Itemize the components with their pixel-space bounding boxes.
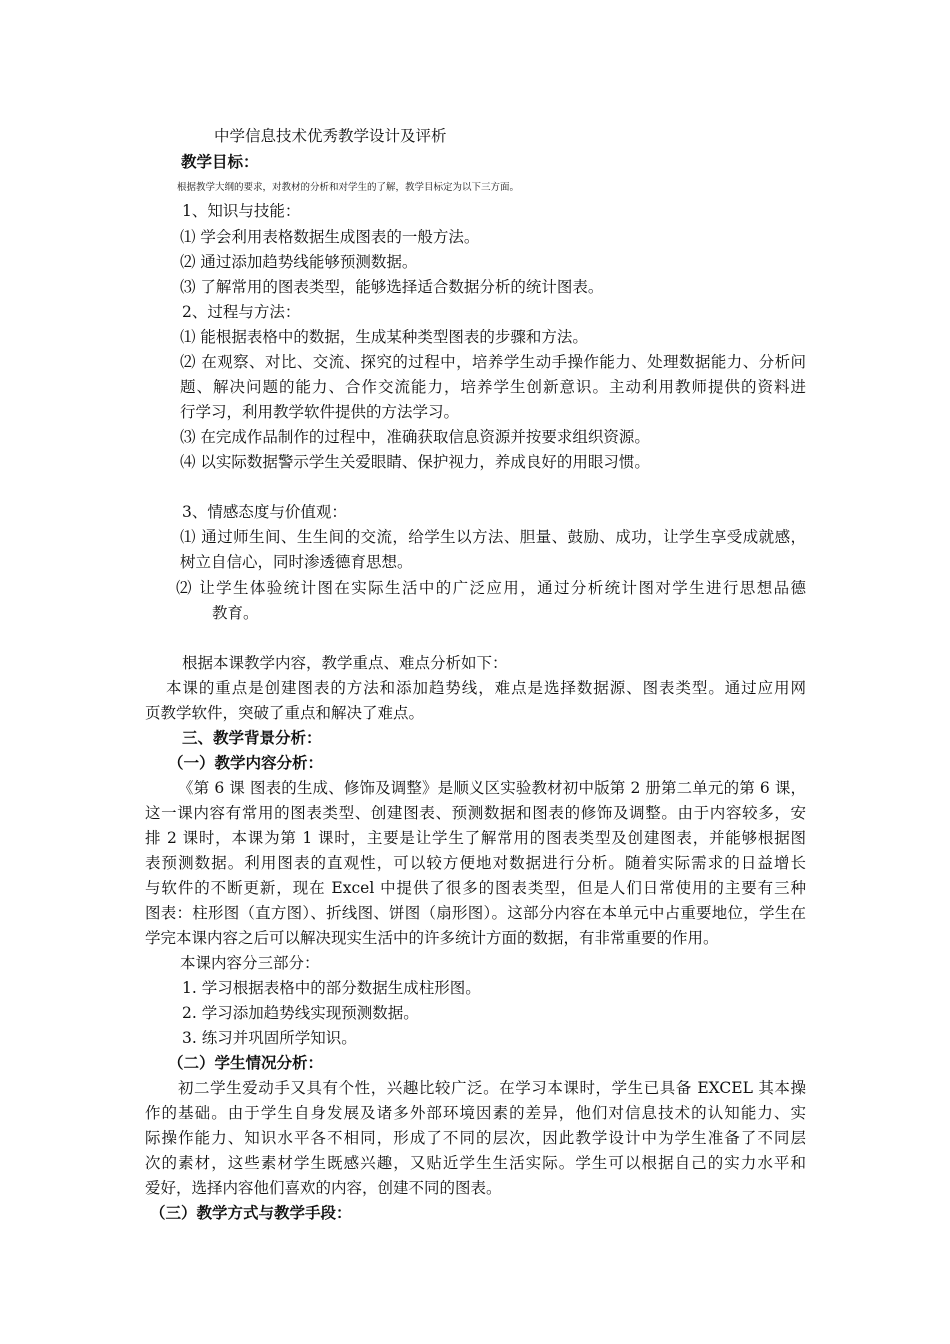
content-analysis-paragraph: 学完本课内容之后可以解决现实生活中的许多统计方面的数据，有非常重要的作用。 <box>145 929 719 947</box>
section-3-item-continuation: 树立自信心，同时渗透德育思想。 <box>180 553 413 571</box>
section-1-item: ⑵ 通过添加趋势线能够预测数据。 <box>180 253 418 271</box>
student-analysis-paragraph: 作的基础。由于学生自身发展及诸多外部环境因素的差异，他们对信息技术的认知能力、实 <box>145 1104 806 1122</box>
section-2-item-continuation: 行学习，利用教学软件提供的方法学习。 <box>180 403 460 421</box>
content-part-item: 1. 学习根据表格中的部分数据生成柱形图。 <box>182 979 481 997</box>
section-1-item: ⑶ 了解常用的图表类型，能够选择适合数据分析的统计图表。 <box>180 278 604 296</box>
keypoints-paragraph: 本课的重点是创建图表的方法和添加趋势线，难点是选择数据源、图表类型。通过应用网 <box>166 679 806 697</box>
content-analysis-paragraph: 这一课内容有常用的图表类型、创建图表、预测数据和图表的修饰及调整。由于内容较多，安 <box>145 804 806 822</box>
section-1-heading: 1、知识与技能： <box>182 202 301 220</box>
content-analysis-paragraph: 与软件的不断更新，现在 Excel 中提供了很多的图表类型，但是人们日常使用的主要有三种 <box>145 879 806 897</box>
section-3-item: ⑵ 让学生体验统计图在实际生活中的广泛应用，通过分析统计图对学生进行思想品德 <box>176 579 806 597</box>
keypoints-lead: 根据本课教学内容，教学重点、难点分析如下： <box>182 654 508 672</box>
content-analysis-paragraph: 《第 6 课 图表的生成、修饰及调整》是顺义区实验教材初中版第 2 册第二单元的第 6 课， <box>178 779 806 797</box>
content-part-item: 2. 学习添加趋势线实现预测数据。 <box>182 1004 419 1022</box>
content-analysis-paragraph: 表预测数据。利用图表的直观性，可以较方便地对数据进行分析。随着实际需求的日益增长 <box>145 854 806 872</box>
student-analysis-heading: （二）学生情况分析： <box>168 1053 324 1072</box>
document-title: 中学信息技术优秀教学设计及评析 <box>214 127 447 145</box>
teaching-method-heading: （三）教学方式与教学手段： <box>150 1203 352 1222</box>
background-heading: 三、教学背景分析： <box>182 728 322 747</box>
student-analysis-paragraph: 次的素材，这些素材学生既感兴趣，又贴近学生生活实际。学生可以根据自己的实力水平和 <box>145 1154 806 1172</box>
section-3-item-continuation: 教育。 <box>212 604 259 622</box>
section-2-item: ⑷ 以实际数据警示学生关爱眼睛、保护视力，养成良好的用眼习惯。 <box>180 453 650 471</box>
section-1-item: ⑴ 学会利用表格数据生成图表的一般方法。 <box>180 228 480 246</box>
student-analysis-paragraph: 爱好，选择内容他们喜欢的内容，创建不同的图表。 <box>145 1179 502 1197</box>
section-2-heading: 2、过程与方法： <box>182 303 301 321</box>
goals-heading: 教学目标： <box>181 152 259 171</box>
goals-intro: 根据教学大纲的要求，对教材的分析和对学生的了解，教学目标定为以下三方面。 <box>177 182 520 193</box>
content-analysis-paragraph: 排 2 课时，本课为第 1 课时，主要是让学生了解常用的图表类型及创建图表，并能够根据图 <box>145 829 806 847</box>
content-analysis-paragraph: 图表：柱形图（直方图）、折线图、饼图（扇形图）。这部分内容在本单元中占重要地位，学生在 <box>145 904 806 922</box>
section-3-heading: 3、情感态度与价值观： <box>182 503 347 521</box>
content-analysis-heading: （一）教学内容分析： <box>168 753 324 772</box>
section-2-item: ⑵ 在观察、对比、交流、探究的过程中，培养学生动手操作能力、处理数据能力、分析问 <box>180 353 806 371</box>
student-analysis-paragraph: 初二学生爱动手又具有个性，兴趣比较广泛。在学习本课时，学生已具备 EXCEL 其本操 <box>178 1079 806 1097</box>
content-part-item: 3. 练习并巩固所学知识。 <box>182 1029 357 1047</box>
content-parts-lead: 本课内容分三部分： <box>180 954 320 972</box>
section-3-item: ⑴ 通过师生间、生生间的交流，给学生以方法、胆量、鼓励、成功，让学生享受成就感， <box>180 528 806 546</box>
student-analysis-paragraph: 际操作能力、知识水平各不相同，形成了不同的层次，因此教学设计中为学生准备了不同层 <box>145 1129 806 1147</box>
keypoints-paragraph: 页教学软件，突破了重点和解决了难点。 <box>145 704 425 722</box>
section-2-item: ⑶ 在完成作品制作的过程中，准确获取信息资源并按要求组织资源。 <box>180 428 650 446</box>
section-2-item: ⑴ 能根据表格中的数据，生成某种类型图表的步骤和方法。 <box>180 328 588 346</box>
section-2-item-continuation: 题、解决问题的能力、合作交流能力，培养学生创新意识。主动利用教师提供的资料进 <box>180 378 806 396</box>
